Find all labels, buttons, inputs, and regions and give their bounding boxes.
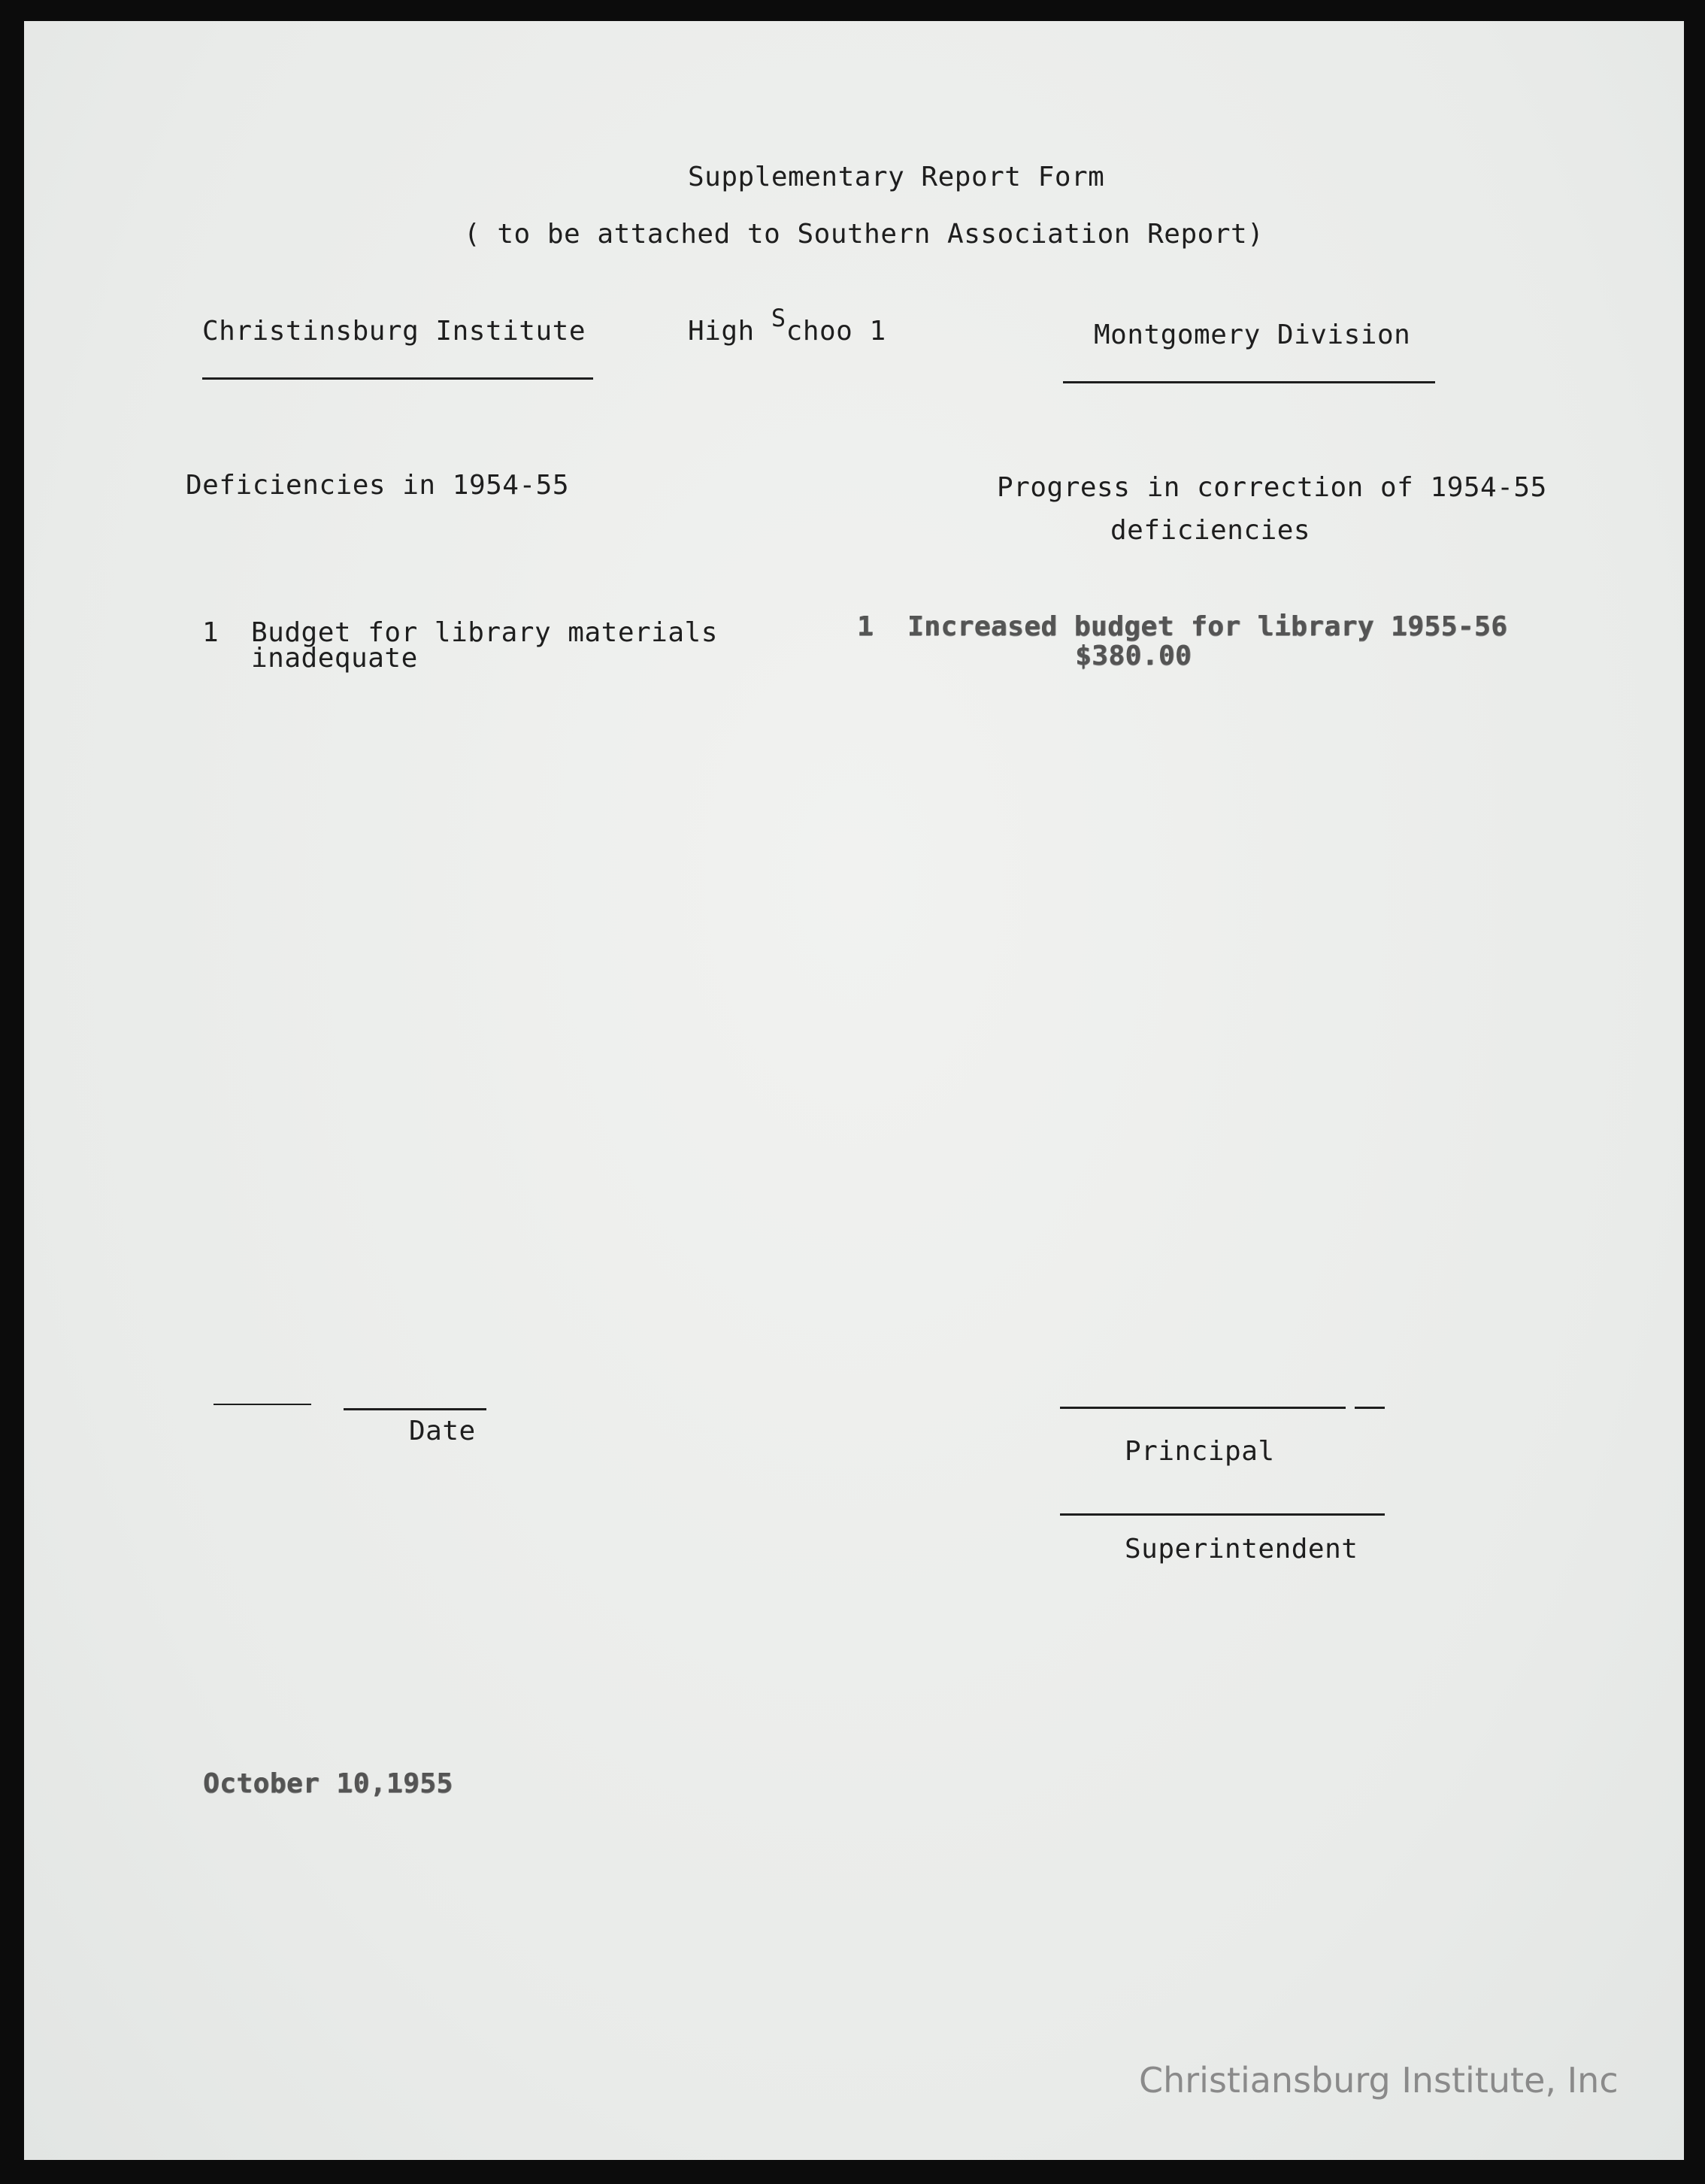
date-signature-rule-1 xyxy=(214,1404,311,1405)
principal-label: Principal xyxy=(1125,1436,1275,1467)
progress-number: 1 xyxy=(857,611,874,642)
division-rule xyxy=(1063,381,1435,383)
document-page xyxy=(24,21,1684,2160)
school-name-rule xyxy=(202,377,593,380)
school-type xyxy=(688,304,886,347)
principal-signature-rule-2 xyxy=(1355,1407,1385,1409)
school-name: Christinsburg Institute xyxy=(202,316,586,347)
watermark-text: Christiansburg Institute, Inc xyxy=(1139,2060,1619,2101)
deficiencies-heading: Deficiencies in 1954-55 xyxy=(186,470,569,501)
date-label: Date xyxy=(409,1416,476,1446)
division-name: Montgomery Division xyxy=(1094,320,1411,350)
progress-heading-line2: deficiencies xyxy=(1110,515,1311,546)
date-stamp: October 10,1955 xyxy=(203,1768,453,1799)
school-type-superscript: S xyxy=(771,304,786,332)
deficiency-text-line1: Budget for library materials xyxy=(251,617,718,648)
superintendent-label: Superintendent xyxy=(1125,1534,1358,1565)
form-subtitle: ( to be attached to Southern Association Report) xyxy=(464,219,1264,250)
deficiency-text-line2: inadequate xyxy=(251,643,418,674)
progress-heading-line1: Progress in correction of 1954-55 xyxy=(997,472,1547,503)
deficiency-number: 1 xyxy=(202,617,220,648)
progress-text-line2: $380.00 xyxy=(1075,641,1192,671)
school-type-part-a: High xyxy=(688,316,771,347)
superintendent-signature-rule xyxy=(1060,1513,1385,1516)
principal-signature-rule-1 xyxy=(1060,1407,1346,1409)
progress-text-line1: Increased budget for library 1955-56 xyxy=(907,611,1508,642)
date-signature-rule-2 xyxy=(344,1408,486,1410)
form-title: Supplementary Report Form xyxy=(688,162,1105,192)
school-type-part-b: choo 1 xyxy=(786,316,886,347)
